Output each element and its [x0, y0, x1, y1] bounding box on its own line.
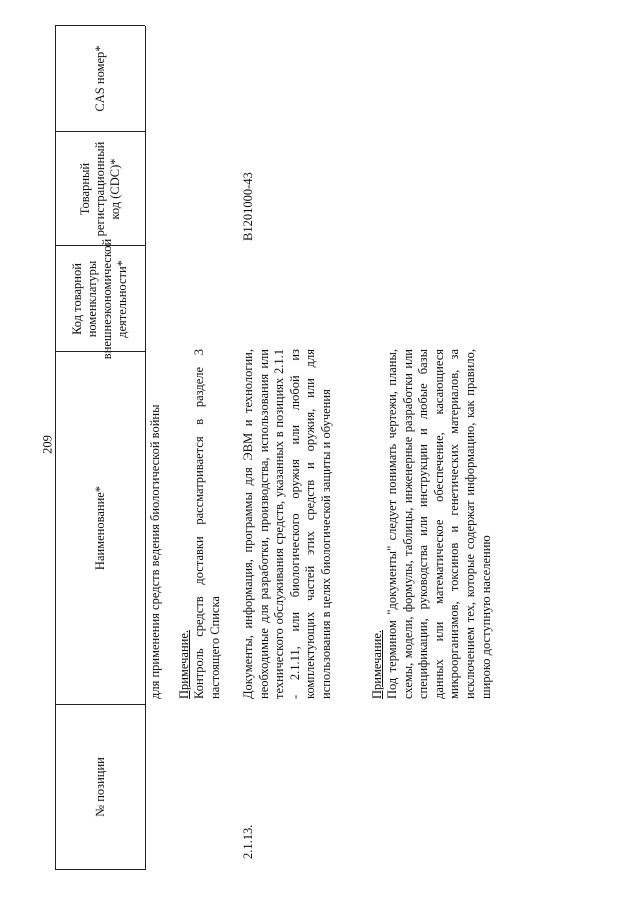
page-number: 209 — [40, 435, 55, 454]
header-position: № позиции — [92, 757, 107, 817]
item-cdc-code: В1201000-43 — [241, 172, 255, 241]
col-divider-4 — [55, 131, 145, 132]
header-cdc-code: Товарный регистрационный код (CDC)* — [77, 141, 122, 237]
item-number: 2.1.13. — [241, 824, 255, 859]
header-name: Наименование* — [92, 485, 107, 571]
continuation-text: для применения средств ведения биологической войны — [148, 404, 162, 699]
table-left-rule — [55, 869, 145, 870]
note1-label: Примечание. — [177, 629, 191, 699]
note1-text: Контроль средств доставки рассматривается в разделе 3 настоящего Списка — [192, 349, 222, 699]
header-cas-number: CAS номер* — [92, 45, 107, 112]
header-tnved-code: Код товарной номенклатуры внешнеэкономической деятельности* — [70, 238, 129, 360]
table-header-bottom-rule — [145, 26, 146, 870]
note2-label: Примечание. — [370, 629, 384, 699]
item-text: Документы, информация, программы для ЭВМ и технологии, необходимые для разработки, производства, использования или технического обслуживания средств, указанных в позициях 2.1.1 - 2.1.11, или биологического оружия или любой из комплектующих частей этих средств и оружия, или для использования в целях биологической защиты и обучения — [241, 349, 333, 699]
note2-text: Под термином "документы" следует понимать чертежи, планы, схемы, модели, формулы, таблицы, инженерные разработки или спецификации, руководства или инструкции и любые базы данных или математическое обеспечение, касающиеся микроорганизмов, токсинов и генетических материалов, за исключением тех, которые содержат информацию, как правило, широко доступную населению — [385, 349, 493, 699]
